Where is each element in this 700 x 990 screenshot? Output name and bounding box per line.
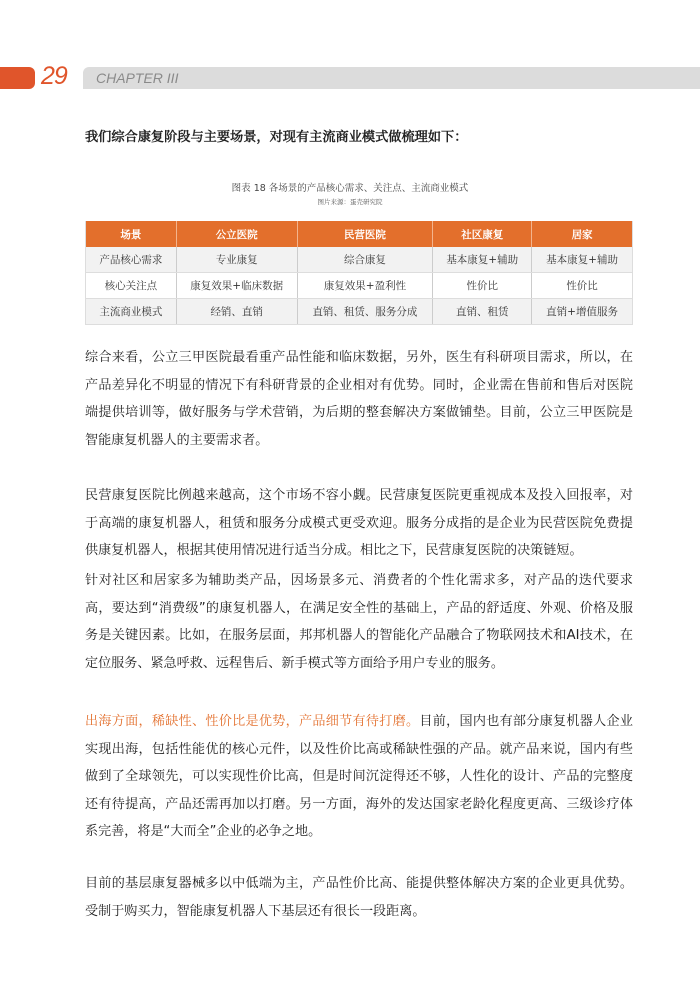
table-cell: 经销、直销 [176,299,297,325]
paragraph-overseas [85,708,633,846]
table-cell: 康复效果+盈利性 [297,273,433,299]
table-row [86,273,633,299]
chapter-label: CHAPTER III [96,70,179,86]
table-cell: 基本康复+辅助 [433,247,532,273]
table-cell: 直销、租赁 [433,299,532,325]
table-cell: 性价比 [433,273,532,299]
table-header: 民营医院 [297,221,433,247]
paragraph-community-home: 针对社区和居家多为辅助类产品，因场景多元、消费者的个性化需求多，对产品的迭代要求高，要达到“消费级”的康复机器人，在满足安全性的基础上，产品的舒适度、外观、价格及服务是关键因素。比如，在服务层面，邦邦机器人的智能化产品融合了物联网技术和AI技术，在定位服务、紧急呼救、远程售后、新手模式等方面给予用户专业的服务。 [85,573,633,671]
table-header: 公立医院 [176,221,297,247]
table-cell: 性价比 [532,273,633,299]
table-row [86,247,633,273]
table-header-row [86,221,633,247]
table-cell: 主流商业模式 [86,299,177,325]
intro-text: 我们综合康复阶段与主要场景，对现有主流商业模式做梳理如下： [85,130,468,145]
table-row [86,299,633,325]
table-cell: 直销、租赁、服务分成 [297,299,433,325]
page-number: 29 [41,62,67,90]
table-header: 场景 [86,221,177,247]
scenario-table [85,221,633,325]
table-cell: 综合康复 [297,247,433,273]
paragraph-text: 目前，国内也有部分康复机器人企业实现出海，包括性能优的核心元件，以及性价比高或稀缺性强的产品。就产品来说，国内有些做到了全球领先，可以实现性价比高，但是时间沉淀得还不够，人性化的设计、产品的完整度还有待提高，产品还需再加以打磨。另一方面，海外的发达国家老龄化程度更高、三级诊疗体系完善，将是“大而全”企业的必争之地。 [85,714,634,840]
table-header: 社区康复 [433,221,532,247]
paragraph-public-hospitals: 综合来看，公立三甲医院最看重产品性能和临床数据，另外，医生有科研项目需求，所以，在产品差异化不明显的情况下有科研背景的企业相对有优势。同时，企业需在售前和售后对医院端提供培训等，做好服务与学术营销，为后期的整套解决方案做铺垫。目前，公立三甲医院是智能康复机器人的主要需求者。 [85,350,633,448]
paragraph-grassroots: 目前的基层康复器械多以中低端为主，产品性价比高、能提供整体解决方案的企业更具优势。受制于购买力，智能康复机器人下基层还有很长一段距离。 [85,876,633,919]
highlight-text: 出海方面，稀缺性、性价比是优势，产品细节有待打磨。 [85,714,420,729]
table-header: 居家 [532,221,633,247]
table-cell: 基本康复+辅助 [532,247,633,273]
table-cell: 专业康复 [176,247,297,273]
table-cell: 产品核心需求 [86,247,177,273]
paragraph-private-hospitals: 民营康复医院比例越来越高，这个市场不容小觑。民营康复医院更重视成本及投入回报率，对于高端的康复机器人，租赁和服务分成模式更受欢迎。服务分成指的是企业为民营医院免费提供康复机器人，根据其使用情况进行适当分成。相比之下，民营康复医院的决策链短。 [85,488,633,559]
table-cell: 核心关注点 [86,273,177,299]
figure-caption: 图表 18 各场景的产品核心需求、关注点、主流商业模式 [231,183,469,194]
header-accent-block [0,67,35,89]
table-cell: 康复效果+临床数据 [176,273,297,299]
figure-source: 图片来源：蛋壳研究院 [317,198,383,206]
table-cell: 直销+增值服务 [532,299,633,325]
